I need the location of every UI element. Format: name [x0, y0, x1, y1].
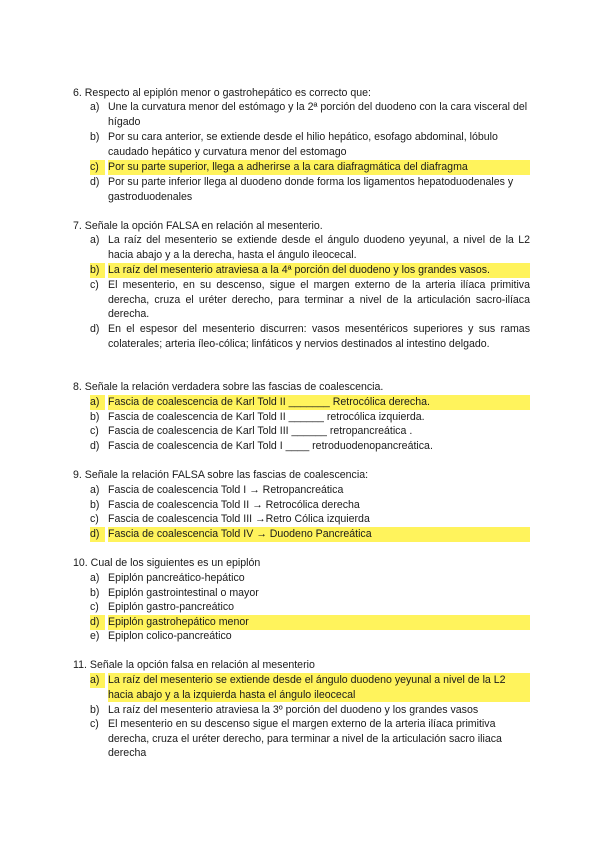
option-letter: a): [90, 673, 105, 688]
option-a-highlighted: [90, 673, 530, 702]
option-letter: d): [90, 176, 100, 188]
option-text: Fascia de coalescencia de Karl Told I ____ retroduodenopancreática.: [108, 440, 433, 452]
option-d-highlighted: [90, 527, 530, 542]
option-c-highlighted: [90, 160, 530, 175]
option-text: Fascia de coalescencia Told II → Retrocólica derecha: [108, 499, 360, 511]
option-text: La raíz del mesenterio se extiende desde el ángulo duodeno yeyunal, a nivel de la L2 hacia abajo y a la derecha, hasta el ángulo ileocecal.: [108, 234, 530, 261]
option-text: Fascia de coalescencia Told I → Retropancreática: [108, 484, 344, 496]
question-title: 7. Señale la opción FALSA en relación al mesenterio.: [73, 220, 323, 232]
option-letter: c): [90, 425, 99, 437]
option-text: La raíz del mesenterio se extiende desde el ángulo duodeno yeyunal a nivel de la L2 hacia abajo y a la izquierda hasta el ángulo ileocecal: [108, 673, 530, 702]
option-a: [90, 100, 530, 129]
option-letter: a): [90, 484, 100, 496]
option-c: [90, 278, 530, 322]
option-a: [90, 571, 530, 586]
option-a: [90, 233, 530, 262]
option-c: [90, 600, 530, 615]
option-b: [90, 498, 530, 513]
option-text: Fascia de coalescencia Told IV → Duodeno Pancreática: [108, 527, 530, 542]
option-b: [90, 130, 530, 159]
option-letter: b): [90, 704, 100, 716]
option-letter: b): [90, 131, 100, 143]
option-letter: d): [90, 615, 105, 630]
option-c: [90, 717, 530, 761]
option-d-highlighted: [90, 615, 530, 630]
option-letter: d): [90, 440, 100, 452]
option-letter: d): [90, 527, 105, 542]
option-b-highlighted: [90, 263, 530, 278]
option-text: Fascia de coalescencia de Karl Told II _______ Retrocólica derecha.: [108, 395, 530, 410]
option-text: Une la curvatura menor del estómago y la 2ª porción del duodeno con la cara visceral del hígado: [108, 101, 528, 128]
option-letter: b): [90, 411, 100, 423]
option-text: Epiplón gastrointestinal o mayor: [108, 587, 259, 599]
option-b: [90, 410, 530, 425]
option-letter: a): [90, 234, 100, 246]
option-text: El mesenterio, en su descenso, sigue el margen externo de la arteria ilíaca primitiva derecha, cruza el uréter derecho, para terminar a nivel de la articulación sacro-ilíaca derecha.: [108, 279, 530, 321]
option-c: [90, 512, 530, 527]
option-letter: a): [90, 572, 100, 584]
option-c: [90, 424, 530, 439]
option-d: [90, 322, 530, 351]
option-text: Epiplón pancreático-hepático: [108, 572, 245, 584]
option-text: Fascia de coalescencia de Karl Told III ______ retropancreática .: [108, 425, 413, 437]
option-text: Por su parte inferior llega al duodeno donde forma los ligamentos hepatoduodenales y gastroduodenales: [108, 176, 514, 203]
option-letter: a): [90, 101, 100, 113]
question-title: 11. Señale la opción falsa en relación al mesenterio: [73, 659, 315, 671]
option-text: La raíz del mesenterio atraviesa la 3º porción del duodeno y los grandes vasos: [108, 704, 479, 716]
question-title: 6. Respecto al epiplón menor o gastrohepático es correcto que:: [73, 87, 371, 99]
option-letter: b): [90, 263, 105, 278]
option-letter: c): [90, 718, 99, 730]
question-title: 8. Señale la relación verdadera sobre las fascias de coalescencia.: [73, 381, 384, 393]
option-b: [90, 586, 530, 601]
question-title: 9. Señale la relación FALSA sobre las fascias de coalescencia:: [73, 469, 369, 481]
option-text: Por su parte superior, llega a adherirse a la cara diafragmática del diafragma: [108, 160, 530, 175]
option-letter: e): [90, 630, 100, 642]
option-text: Epiplon colico-pancreático: [108, 630, 232, 642]
option-text: El mesenterio en su descenso sigue el margen externo de la arteria ilíaca primitiva derecha, cruza el uréter derecho, para terminar a nivel de la articulación sacro iliaca derecha: [108, 718, 502, 760]
option-text: En el espesor del mesenterio discurren: vasos mesentéricos superiores y sus ramas colaterales; arteria íleo-cólica; linfáticos y nervios destinados al intestino delgado.: [108, 323, 530, 350]
option-letter: c): [90, 279, 99, 291]
option-d: [90, 175, 530, 204]
option-text: Epiplón gastrohepático menor: [108, 615, 530, 630]
option-e: [90, 629, 530, 644]
question-title: 10. Cual de los siguientes es un epiplón: [73, 557, 261, 569]
option-letter: d): [90, 323, 100, 335]
option-text: Fascia de coalescencia de Karl Told II ______ retrocólica izquierda.: [108, 411, 425, 423]
option-text: Por su cara anterior, se extiende desde el hilio hepático, esofago abdominal, lóbulo caudado hepático y curvatura menor del estomago: [108, 131, 498, 158]
option-letter: c): [90, 601, 99, 613]
option-letter: c): [90, 513, 99, 525]
option-letter: b): [90, 499, 100, 511]
option-text: Fascia de coalescencia Told III →Retro Cólica izquierda: [108, 513, 370, 525]
option-letter: a): [90, 395, 105, 410]
option-d: [90, 439, 530, 454]
option-letter: c): [90, 160, 105, 175]
option-text: La raíz del mesenterio atraviesa a la 4ª porción del duodeno y los grandes vasos.: [108, 263, 530, 278]
option-text: Epiplón gastro-pancreático: [108, 601, 235, 613]
option-b: [90, 703, 530, 718]
option-letter: b): [90, 587, 100, 599]
option-a-highlighted: [90, 395, 530, 410]
option-a: [90, 483, 530, 498]
